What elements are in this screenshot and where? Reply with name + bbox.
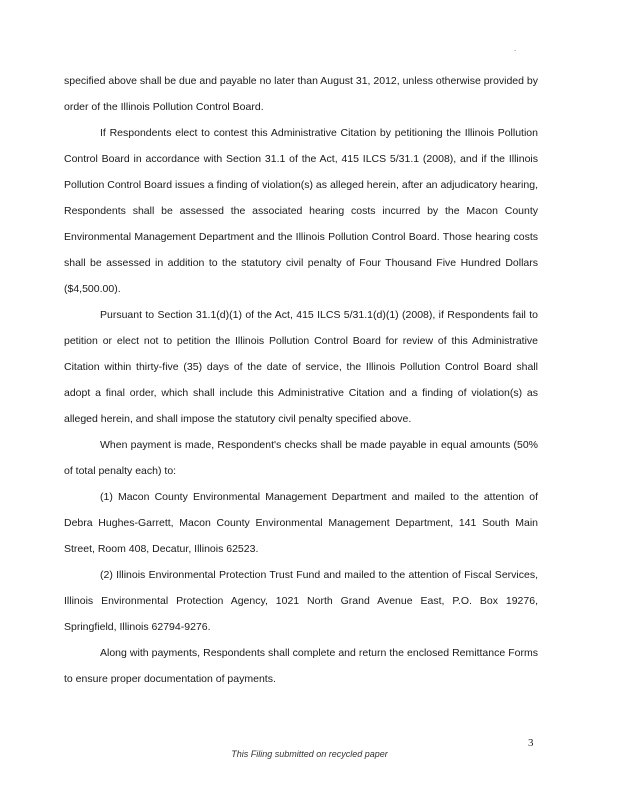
- corner-mark: .: [514, 44, 517, 53]
- page-number: 3: [528, 737, 534, 749]
- paragraph-payee-illinois-epa: (2) Illinois Environmental Protection Trust Fund and mailed to the attention of Fiscal Services, Illinois Environmental Protection Agency, 1021 North Grand Avenue East, P.O. Box 19276, Springfield, Illinois 62794-9276.: [64, 569, 538, 633]
- paragraph-contest-citation: If Respondents elect to contest this Administrative Citation by petitioning the Illinois Pollution Control Board in accordance with Section 31.1 of the Act, 415 ILCS 5/31.1 (2008), and if the Illinois Pollution Control Board issues a finding of violation(s) as alleged herein, after an adjudicatory hearing, Respondents shall be assessed the associated hearing costs incurred by the Macon County Environmental Management Department and the Illinois Pollution Control Board. Those hearing costs shall be assessed in addition to the statutory civil penalty of Four Thousand Five Hundred Dollars ($4,500.00).: [64, 127, 538, 295]
- paragraph-remittance-forms: Along with payments, Respondents shall complete and return the enclosed Remittance Forms to ensure proper documentation of payments.: [64, 647, 538, 685]
- paragraph-payee-macon-county: (1) Macon County Environmental Management Department and mailed to the attention of Debra Hughes-Garrett, Macon County Environmental Management Department, 141 South Main Street, Room 408, Decatur, Illinois 62523.: [64, 491, 538, 555]
- document-body: [64, 68, 538, 692]
- paragraph-payment-method: When payment is made, Respondent's checks shall be made payable in equal amounts (50% of total penalty each) to:: [64, 439, 538, 477]
- paragraph-payment-due: specified above shall be due and payable no later than August 31, 2012, unless otherwise provided by order of the Illinois Pollution Control Board.: [64, 75, 538, 113]
- paragraph-final-order: Pursuant to Section 31.1(d)(1) of the Act, 415 ILCS 5/31.1(d)(1) (2008), if Respondents fail to petition or elect not to petition the Illinois Pollution Control Board for review of this Administrative Citation within thirty-five (35) days of the date of service, the Illinois Pollution Control Board shall adopt a final order, which shall include this Administrative Citation and a finding of violation(s) as alleged herein, and shall impose the statutory civil penalty specified above.: [64, 309, 538, 425]
- footer-recycled-paper: This Filing submitted on recycled paper: [231, 749, 388, 759]
